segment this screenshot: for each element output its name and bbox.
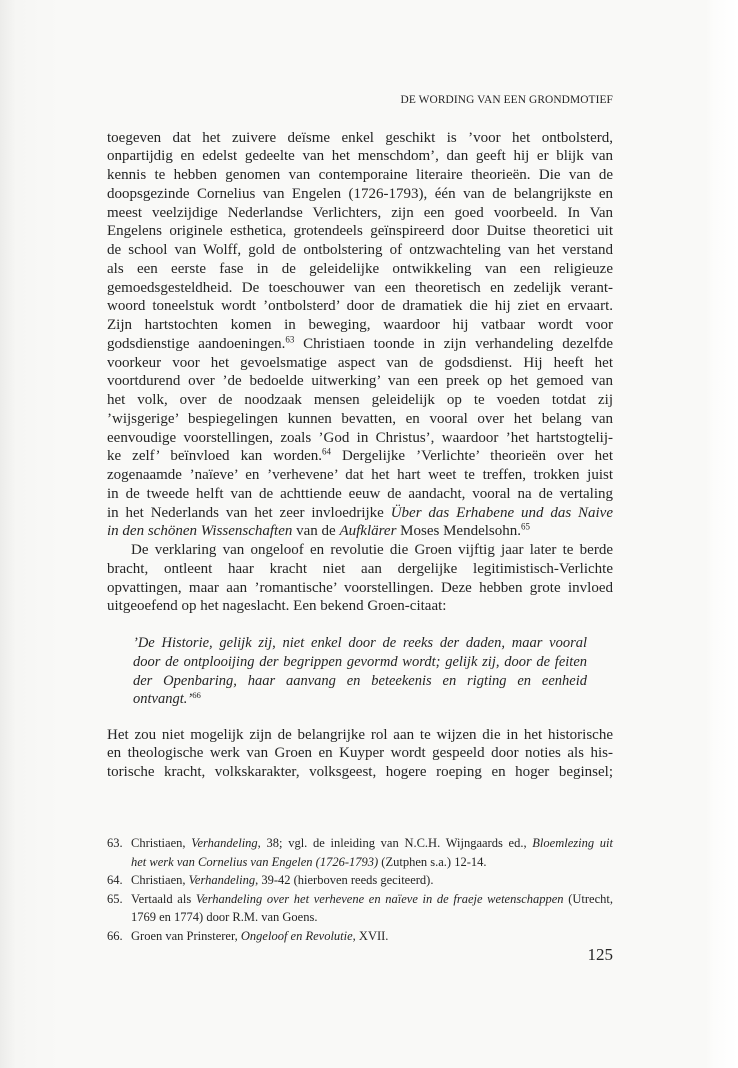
text-line (107, 485, 613, 504)
italic-text-run: Über das Erhabene und das Naive (390, 504, 613, 521)
page-number: 125 (587, 945, 613, 964)
footnote-reference: 65 (520, 521, 530, 532)
text-run: torische kracht, volkskarakter, volksgeest, hogere roeping en hoger beginsel; (107, 764, 613, 780)
running-header: DE WORDING VAN EEN GRONDMOTIEF (400, 94, 613, 106)
footnote-reference: 66 (192, 690, 201, 701)
italic-text-run: Ongeloof en Revolutie (240, 928, 353, 943)
text-line (131, 908, 613, 927)
text-run: ’wijsgerige’ bespiegelingen kunnen bevatten, en vooral over het belang van (107, 410, 613, 427)
text-line (107, 410, 613, 429)
text-line (107, 560, 613, 579)
text-run: en theologische werk van Groen en Kuyper wordt gespeeld door noties als his- (107, 745, 613, 762)
text-line (131, 853, 613, 872)
text-run: opvattingen, maar aan ’romantische’ voorstellingen. Deze hebben grote invloed (107, 579, 613, 596)
text-line (107, 579, 613, 598)
text-run: gemoedsgesteldheid. De toeschouwer van een theoretisch en zedelijk verant- (107, 279, 613, 296)
italic-text-run: Aufklärer (339, 523, 397, 540)
italic-text-run: het werk van Cornelius van Engelen (1726-1793) (131, 854, 379, 869)
text-line (133, 653, 587, 672)
text-line (107, 316, 613, 335)
text-line (107, 744, 613, 763)
text-run: voortdurend over ’de bedoelde uitwerking’ van een preek op het gemoed van (107, 373, 613, 390)
text-line (131, 890, 613, 909)
footnote-text (131, 927, 613, 946)
text-run: kennis te hebben genomen van contemporaine literaire theorieën. Die van de (107, 167, 613, 183)
footnote-text (131, 834, 613, 871)
text-line (107, 597, 613, 616)
footnote-number: 64. (107, 873, 123, 888)
footnote-65 (107, 890, 613, 927)
text-run: (Zutphen s.a.) 12-14. (378, 854, 487, 869)
text-run: Christiaen, (131, 836, 192, 850)
text-line (107, 260, 613, 279)
footnote-64 (107, 871, 613, 890)
text-line (107, 335, 613, 354)
text-run: doopsgezinde Cornelius van Engelen (1726-1793), één van de belangrijkste en (107, 185, 613, 202)
text-line (107, 166, 613, 185)
text-run: voorkeur voor het gevoelsmatige aspect van de godsdienst. Hij heeft het (107, 354, 613, 371)
text-run: ’De Historie, gelijk zij, niet enkel door de reeks der daden, maar vooral (133, 635, 587, 651)
text-run: , XVII. (352, 928, 389, 943)
text-run: ke zelf’ beïnvloed kan worden. (107, 448, 323, 465)
text-run: het volk, over de noodzaak mensen geleidelijk op te voeden totdat zij (107, 392, 613, 408)
text-run: ontvangt.’ (133, 691, 193, 708)
text-run: godsdienstige aandoeningen. (107, 335, 286, 352)
text-run: onpartijdig en edelst gedeelte van het menschdom’, dan geeft hij er blijk van (107, 148, 613, 165)
text-run: Zijn hartstochten komen in beweging, waardoor hij vatbaar wordt voor (107, 317, 613, 333)
footnote-63 (107, 834, 613, 871)
text-line (107, 372, 613, 391)
text-run: Christiaen toonde in zijn verhandeling dezelfde (294, 335, 613, 352)
text-line (131, 871, 613, 890)
footnote-reference: 64 (322, 446, 332, 457)
text-line (133, 634, 587, 653)
text-line (107, 147, 613, 166)
italic-text-run: Verhandeling (188, 873, 256, 888)
text-line (107, 522, 613, 541)
paragraph-1 (107, 129, 613, 542)
italic-text-run: Verhandeling over het verhevene en naïeve in de fraeje wetenschappen (195, 891, 564, 906)
footnote-number: 63. (107, 836, 123, 850)
text-run: Groen van Prinsterer, (131, 928, 241, 943)
text-line (107, 297, 613, 316)
text-run: Moses Mendelsohn. (396, 523, 521, 540)
text-line (133, 690, 587, 709)
footnote-text (131, 871, 613, 890)
text-line (107, 391, 613, 410)
footnote-number: 65. (107, 891, 123, 906)
footnotes (107, 834, 613, 946)
text-run: , 39-42 (hierboven reeds geciteerd). (255, 873, 434, 888)
text-run: Christiaen, (131, 873, 189, 888)
text-line (107, 354, 613, 373)
text-line (107, 763, 613, 782)
paragraph-3 (107, 726, 613, 782)
text-run: in het Nederlands van het zeer invloedrijke (107, 504, 391, 521)
text-run: toegeven dat het zuivere deïsme enkel geschikt is ’voor het ontbolsterd, (107, 129, 613, 146)
text-run: Het zou niet mogelijk zijn de belangrijke rol aan te wijzen die in het historische (107, 726, 613, 743)
text-run: Vertaald als (131, 891, 196, 906)
text-run: bracht, ontleent haar kracht niet aan dergelijke legitimistisch-Verlichte (107, 560, 613, 577)
text-line (107, 429, 613, 448)
text-line (131, 834, 613, 853)
text-run: 1769 en 1774) door R.M. van Goens. (131, 910, 318, 925)
italic-text-run: Bloemlezing uit (532, 836, 613, 850)
footnote-66 (107, 927, 613, 946)
text-line (107, 241, 613, 260)
text-run: eenvoudige voorstellingen, zoals ’God in Christus’, waardoor ’het hartstogtelij- (107, 429, 613, 446)
text-run: De verklaring van ongeloof en revolutie die Groen vijftig jaar later te berde (131, 542, 613, 558)
paragraph-2 (107, 541, 613, 616)
text-run: door de ontplooijing der begrippen gevormd wordt; gelijk zij, door de feiten (133, 653, 587, 670)
text-run: in de tweede helft van de achttiende eeuw de aandacht, vooral na de vertaling (107, 485, 613, 502)
text-run: Dergelijke ’Verlichte’ theorieën over het (331, 448, 613, 465)
text-line (107, 129, 613, 148)
text-run: de school van Wolff, gold de ontbolstering of ontzwachteling van het verstand (107, 242, 613, 258)
text-run: als een eerste fase in de geleidelijke ontwikkeling van een religieuze (107, 260, 613, 277)
text-run: woord toneelstuk wordt ’ontbolsterd’ door de dramatiek die hij ziet en ervaart. (107, 298, 613, 315)
text-run: van de (292, 523, 340, 540)
text-run: (Utrecht, (563, 891, 613, 906)
text-run: Engelens originele esthetica, grotendeels geïnspireerd door Duitse theoretici uit (107, 223, 613, 240)
text-line (107, 222, 613, 241)
text-run: uitgeoefend op het nageslacht. Een bekend Groen-citaat: (107, 598, 447, 615)
text-line (107, 185, 613, 204)
text-line (107, 466, 613, 485)
text-line (107, 204, 613, 223)
text-run: , 38; vgl. de inleiding van N.C.H. Wijngaards ed., (257, 836, 533, 850)
text-line (107, 541, 613, 560)
text-run: der Openbaring, haar aanvang en beteekenis en rigting en eenheid (133, 672, 587, 689)
footnote-text (131, 890, 613, 927)
italic-text-run: in den schönen Wissenschaften (107, 523, 293, 540)
block-quote (133, 634, 587, 709)
text-line (133, 672, 587, 691)
body-text (107, 129, 613, 782)
italic-text-run: Verhandeling (191, 836, 258, 850)
text-line (107, 279, 613, 298)
text-line (107, 726, 613, 745)
text-line (107, 447, 613, 466)
text-line (131, 927, 613, 946)
text-run: meest veelzijdige Nederlandse Verlichters, zijn een goed voorbeeld. In Van (107, 204, 613, 221)
footnote-number: 66. (107, 928, 123, 943)
footnote-reference: 63 (285, 334, 295, 345)
text-run: zogenaamde ’naïeve’ en ’verhevene’ dat het hart weet te treffen, trokken juist (107, 467, 613, 483)
text-line (107, 504, 613, 523)
